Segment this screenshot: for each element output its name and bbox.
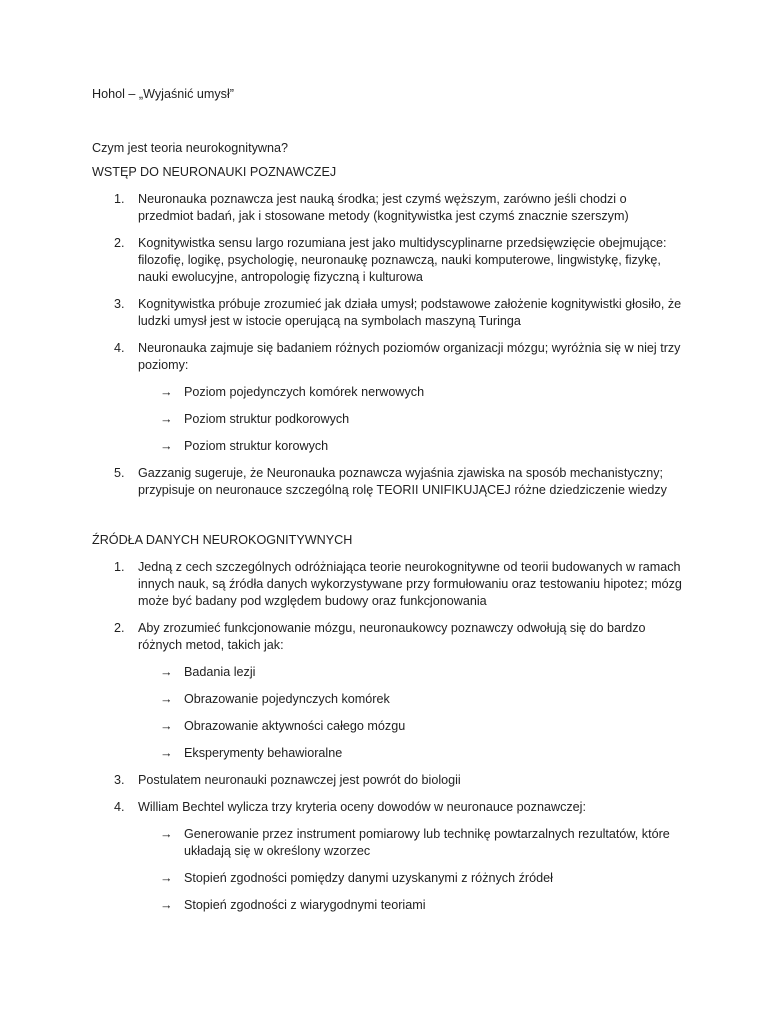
arrow-right-icon: → [160,439,173,453]
arrow-right-icon: → [160,871,173,885]
sub-list [138,826,682,914]
sources-numbered-list [92,559,682,914]
list-number: 2. [114,236,125,250]
sub-list-item-text: Eksperymenty behawioralne [184,746,343,760]
sub-list-item [138,411,682,428]
sub-list-item [138,826,682,860]
arrow-right-icon: → [160,746,173,760]
sub-list-item [138,897,682,914]
sub-list-item [138,870,682,887]
list-item [92,191,682,225]
list-item-text: William Bechtel wylicza trzy kryteria oceny dowodów w neuronauce poznawczej: [138,800,586,814]
list-item [92,235,682,286]
list-number: 4. [114,800,125,814]
arrow-right-icon: → [160,385,173,399]
list-item [92,296,682,330]
sub-list-item [138,718,682,735]
sub-list-item-text: Stopień zgodności z wiarygodnymi teoriami [184,898,426,912]
sub-list-item-text: Generowanie przez instrument pomiarowy lub technikę powtarzalnych rezultatów, które układają się w określony wzorzec [184,827,670,858]
arrow-right-icon: → [160,692,173,706]
list-item-text: Neuronauka zajmuje się badaniem różnych poziomów organizacji mózgu; wyróżnia się w niej trzy poziomy: [138,341,681,372]
sub-list-item-text: Badania lezji [184,665,256,679]
arrow-right-icon: → [160,898,173,912]
sub-list [138,664,682,762]
list-item-text: Gazzanig sugeruje, że Neuronauka poznawcza wyjaśnia zjawiska na sposób mechanistyczny; przypisuje on neuronauce szczególną rolę TEORII UNIFIKUJĄCEJ różne dziedziczenie wiedzy [138,466,667,497]
list-item [92,559,682,610]
arrow-right-icon: → [160,827,173,841]
sub-list-item-text: Stopień zgodności pomiędzy danymi uzyskanymi z różnych źródeł [184,871,553,885]
list-item [92,799,682,914]
sub-list-item-text: Poziom struktur korowych [184,439,329,453]
arrow-right-icon: → [160,665,173,679]
list-number: 3. [114,773,125,787]
sub-list-item [138,745,682,762]
sub-list-item [138,384,682,401]
list-item-text: Jedną z cech szczególnych odróżniająca teorie neurokognitywne od teorii budowanych w ramach innych nauk, są źródła danych wykorzystywane przy formułowaniu oraz testowaniu hipotez; mózg może być badany pod względem budowy oraz funkcjonowania [138,560,682,608]
document-question: Czym jest teoria neurokognitywna? [92,141,288,155]
list-number: 1. [114,192,125,206]
sub-list-item [138,691,682,708]
list-item [92,620,682,762]
sub-list [138,384,682,455]
list-number: 3. [114,297,125,311]
list-item-text: Postulatem neuronauki poznawczej jest powrót do biologii [138,773,461,787]
list-item-text: Aby zrozumieć funkcjonowanie mózgu, neuronaukowcy poznawczy odwołują się do bardzo różnych metod, takich jak: [138,621,646,652]
sub-list-item-text: Obrazowanie aktywności całego mózgu [184,719,406,733]
list-item-text: Neuronauka poznawcza jest nauką środka; jest czymś węższym, zarówno jeśli chodzi o przedmiot badań, jak i stosowane metody (kognitywistka jest czymś znacznie szerszym) [138,192,629,223]
list-item [92,465,682,499]
list-item-text: Kognitywistka próbuje zrozumieć jak działa umysł; podstawowe założenie kognitywistki głosiło, że ludzki umysł jest w istocie operującą na symbolach maszyną Turinga [138,297,682,328]
arrow-right-icon: → [160,412,173,426]
list-item-text: Kognitywistka sensu largo rozumiana jest jako multidyscyplinarne przedsięwzięcie obejmujące: filozofię, logikę, psychologię, neuronaukę poznawczą, nauki komputerowe, lingwistykę, fizykę, nauki ewolucyjne, antropologię fizyczną i kulturowa [138,236,667,284]
intro-numbered-list [92,191,682,499]
document-page [92,86,682,924]
list-item [92,772,682,789]
sub-list-item [138,438,682,455]
list-number: 2. [114,621,125,635]
sub-list-item [138,664,682,681]
sub-list-item-text: Obrazowanie pojedynczych komórek [184,692,390,706]
list-number: 4. [114,341,125,355]
list-number: 1. [114,560,125,574]
arrow-right-icon: → [160,719,173,733]
list-number: 5. [114,466,125,480]
sub-list-item-text: Poziom pojedynczych komórek nerwowych [184,385,425,399]
section-heading-intro: WSTĘP DO NEURONAUKI POZNAWCZEJ [92,165,337,179]
document-title: Hohol – „Wyjaśnić umysł” [92,87,234,101]
sub-list-item-text: Poziom struktur podkorowych [184,412,350,426]
list-item [92,340,682,455]
section-heading-sources: ŹRÓDŁA DANYCH NEUROKOGNITYWNYCH [92,533,353,547]
